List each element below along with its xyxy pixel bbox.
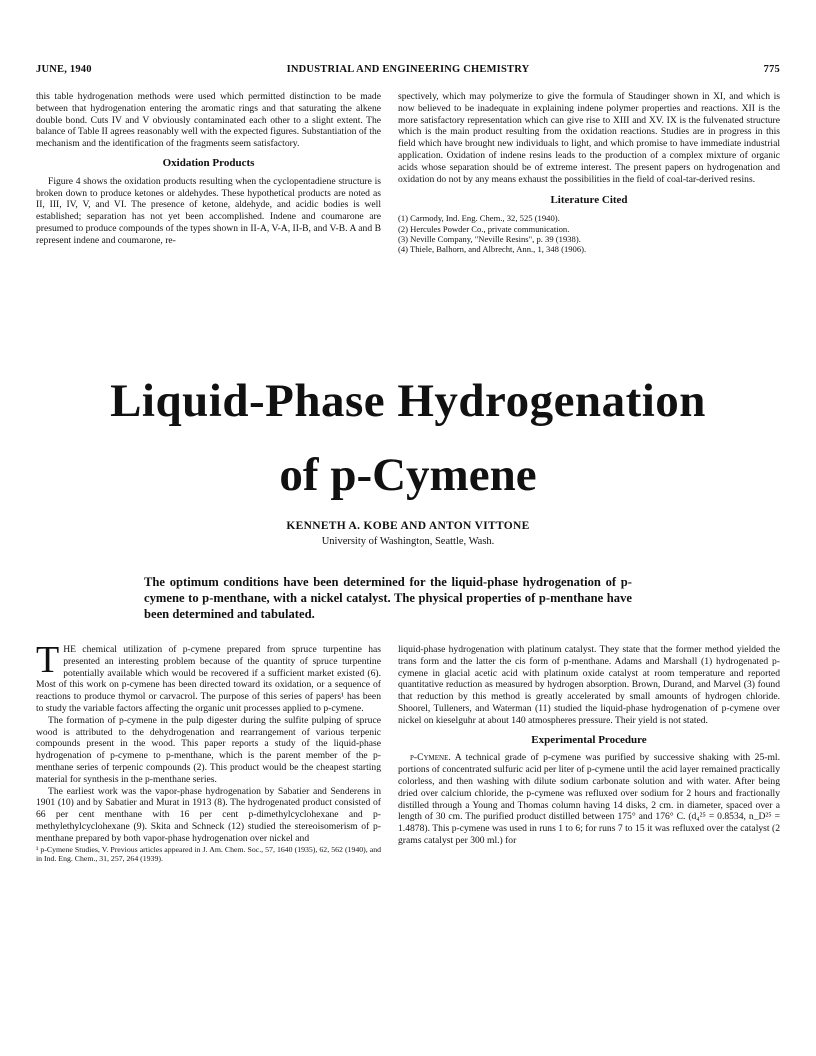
oxidation-products-heading: Oxidation Products [162, 156, 255, 169]
running-header [36, 64, 780, 78]
reference-list [398, 213, 780, 255]
reference-item: (3) Neville Company, "Neville Resins", p. 39 (1938). [398, 233, 581, 244]
body-right-paragraph-1: liquid-phase hydrogenation with platinum catalyst. They state that the former method yielded the trans form and the latter the cis form of p-menthane. Adams and Marshall (1) hydrogenated p-cymene in glacial acetic acid with platinum oxide catalyst at room temperature and reported quantitative reduction as measured by hydrogen absorption. Brown, Durand, and Marvel (3) found that reduction by this method is greatly accelerated by small amounts of hydrogen chloride. Shoorel, Tulleners, and Waterman (11) studied the liquid-phase hydrogenation of p-cymene over nickel on kieselguhr at about 140 atmospheres pressure. Their yield is not stated. [398, 644, 780, 726]
prev-left-paragraph-2: Figure 4 shows the oxidation products resulting when the cyclopentadiene structure is broken down to produce ketones or aldehydes. These hypothetical products are noted as II, III, IV, V, and VI. The presence of ketone, aldehyde, and acidic bodies is well established; separation has not yet been accomplished. Indene and coumarone are presumed to produce compounds of the types shown in II-A, V-A, II-B, and V-B. A and B represent indene and coumarone, re- [36, 175, 381, 246]
body-left-paragraph-2: The formation of p-cymene in the pulp digester during the sulfite pulping of spruce wood is attributed to the dehydrogenation and rearrangement of various terpenic compounds present in the wood. This paper reports a study of the liquid-phase hydrogenation of p-cymene to p-menthane, which is the parent member of the p-menthane series of terpenic compounds (2). This product would be the cheapest starting material for synthesis in the p-menthane series. [36, 714, 381, 785]
prev-article-right-column [398, 91, 780, 255]
footnote: ¹ p-Cymene Studies, V. Previous articles appeared in J. Am. Chem. Soc., 57, 1640 (1935), 62, 562 (1940), and in Ind. Eng. Chem., 31, 257, 264 (1939). [36, 844, 381, 863]
header-date: JUNE, 1940 [36, 64, 92, 75]
article-right-column [398, 644, 780, 847]
body-left-paragraph-3: The earliest work was the vapor-phase hydrogenation by Sabatier and Senderens in 1901 (10) and by Sabatier and Murat in 1913 (8). The hydrogenated product consisted of 66 per cent menthane with 16 per cent p-dimethylcyclohexane and p-methylethylcyclohexane (9). Skita and Schneck (12) studied the stereoisomerism of p-menthane prepared by both vapor-phase hydrogenation over nickel and [36, 785, 381, 844]
article-left-column [36, 639, 381, 863]
article-authors: KENNETH A. KOBE AND ANTON VITTONE [286, 520, 530, 532]
prev-article-left-column [36, 91, 381, 247]
header-page-number: 775 [763, 64, 780, 75]
header-journal: INDUSTRIAL AND ENGINEERING CHEMISTRY [286, 64, 530, 75]
paragraph-run-in-head: p-Cymene. [410, 752, 451, 764]
body-left-paragraph-1-text: HE chemical utilization of p-cymene prepared from spruce turpentine has presented an interesting problem because of the quantity of spruce turpentine potentially available which would be recovered if a sufficient market existed (6). Most of this work on p-cymene has been directed toward its oxidation, or a sequence of reactions to produce thymol or carvacrol. The purpose of this series of papers¹ has been to study the variable factors affecting the organic unit processes applied to p-cymene. [36, 644, 381, 714]
literature-cited-heading: Literature Cited [550, 194, 628, 207]
article-abstract: The optimum conditions have been determined for the liquid-phase hydrogenation of p-cymene to p-menthane, with a nickel catalyst. The physical properties of p-menthane have been determined and tabulated. [144, 575, 632, 622]
prev-left-paragraph-1: this table hydrogenation methods were used which permitted distinction to be made between that hydrogenation entering the aromatic rings and that saturating the alkene double bond. Cuts IV and V obviously contaminated each other to a slight extent. The balance of Table II agrees reasonably well with the expected figures. Substantiation of the mechanism and the identification of the fragments seem satisfactory. [36, 91, 381, 150]
author-affiliation: University of Washington, Seattle, Wash. [321, 536, 495, 547]
body-left-paragraph-1 [36, 639, 381, 715]
drop-cap: T [36, 639, 60, 681]
reference-item: (2) Hercules Powder Co., private communication. [398, 223, 570, 234]
reference-item: (4) Thiele, Balhorn, and Albrecht, Ann., 1, 348 (1906). [398, 244, 587, 255]
body-right-paragraph-2 [398, 752, 780, 846]
reference-item: (1) Carmody, Ind. Eng. Chem., 32, 525 (1940). [398, 213, 560, 224]
article-title-line-1: Liquid-Phase Hydrogenation [110, 375, 706, 427]
article-title-line-2: of p-Cymene [279, 449, 537, 501]
prev-right-paragraph: spectively, which may polymerize to give the formula of Staudinger shown in XI, and which is now believed to be inadequate in explaining indene polymer properties and reactions. XII is the more satisfactory representation which can give rise to XIII and XV. IX is the fulvenated structure which is the main product resulting from the oxidation reactions. Studies are in progress in this field which have brought new individuals to light, and which promise to have immediate industrial application. Oxidation of indene resins leads to the production of a complex mixture of organic acids whose separation should be of extreme interest. The present papers on hydrogenation and oxidation do not by any means exhaust the possibilities in the field of coal-tar-derived resins. [398, 91, 780, 185]
experimental-procedure-heading: Experimental Procedure [531, 733, 647, 746]
body-right-paragraph-2-text: A technical grade of p-cymene was purified by successive shaking with 25-ml. portions of concentrated sulfuric acid per liter of p-cymene until the acid layer remained practically colorless, and then washing with dilute sodium carbonate solution and with water. After being dried over calcium chloride, the p-cymene was refluxed over sodium for 2 hours and fractionally distilled through a Young and Thomas column having 14 disks, 2 cm. in diameter, spaced over a length of 30 cm. The purified product distilled between 175° and 176° C. (d₄²⁵ = 0.8534, n_D²⁵ = 1.4878). This p-cymene was used in runs 1 to 6; for runs 7 to 15 it was refluxed over the catalyst (2 grams catalyst per 300 ml.) for [398, 752, 780, 846]
